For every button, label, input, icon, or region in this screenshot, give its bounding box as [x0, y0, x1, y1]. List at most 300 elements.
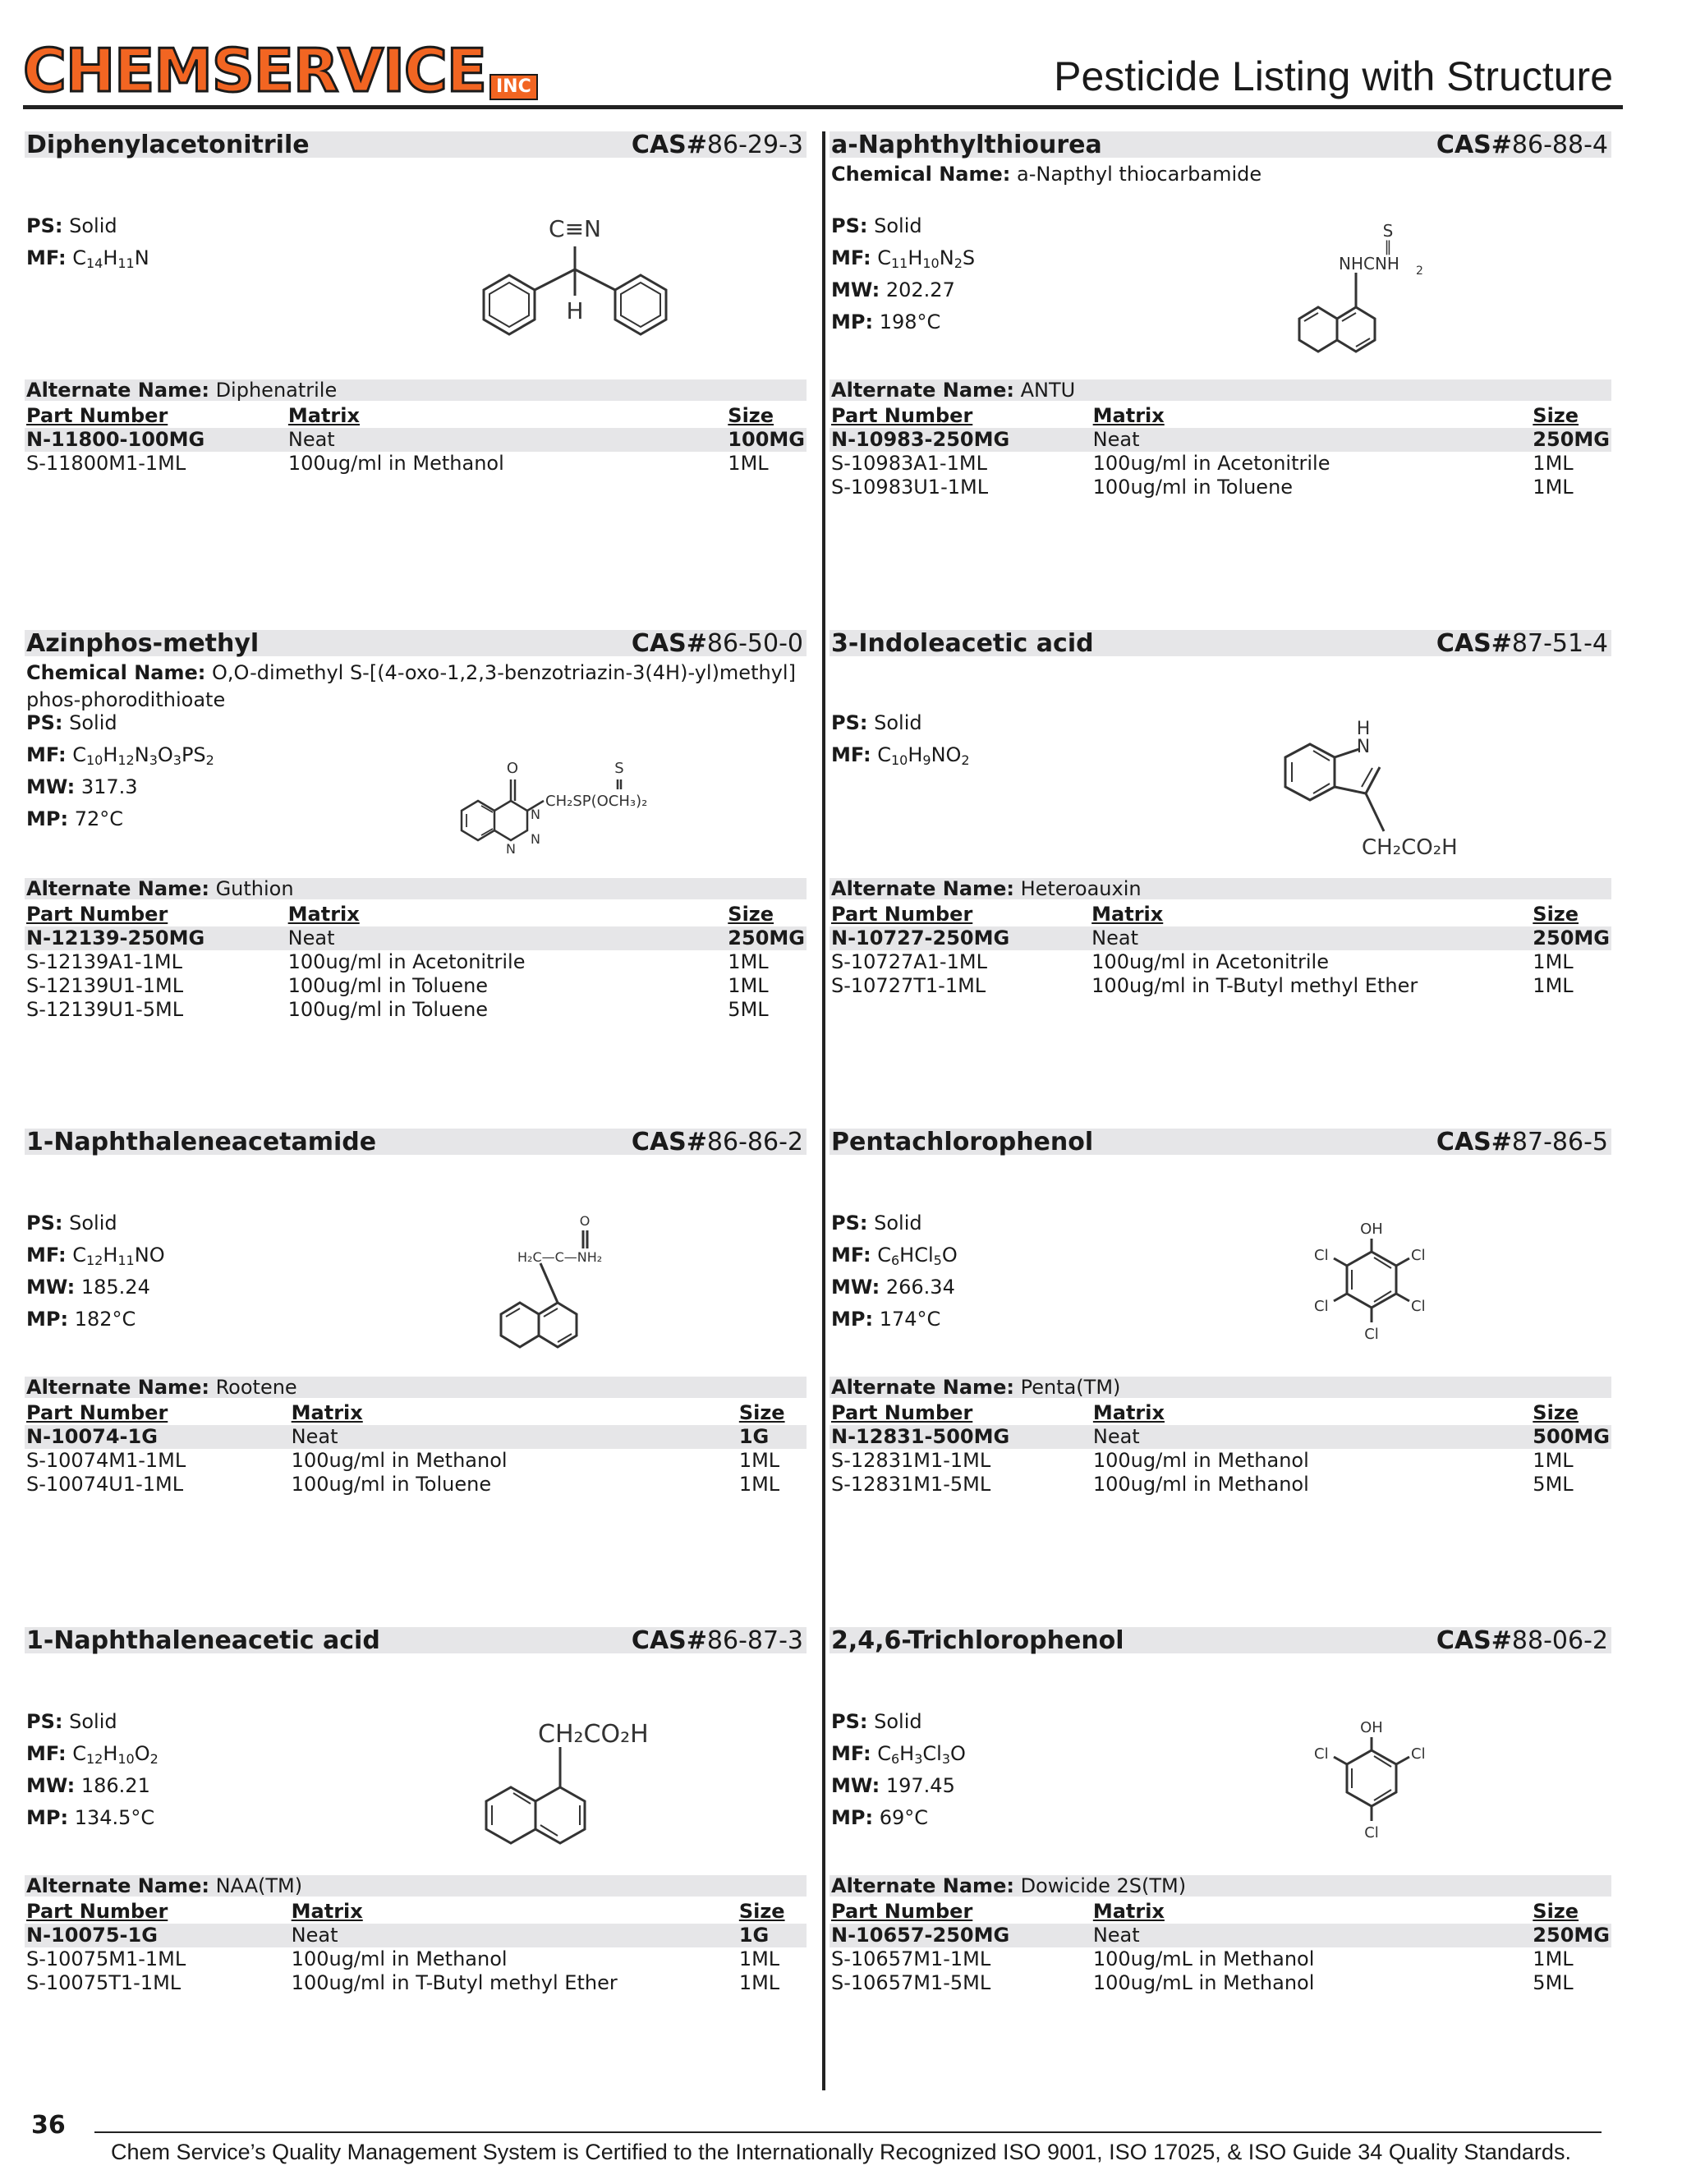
property-list: [26, 1709, 159, 1837]
cas-value: 86-88-4: [1511, 131, 1608, 159]
cas-number: [1436, 1129, 1608, 1156]
formula-subscript: 10: [85, 752, 103, 768]
prop-value: 266.34: [885, 1276, 955, 1299]
formula-subscript: 3: [941, 1751, 951, 1767]
prop-value: Solid: [874, 1710, 922, 1733]
size: 250MG: [1531, 926, 1611, 950]
alt-label: Alternate Name:: [26, 1874, 209, 1897]
parts-table: [830, 1401, 1611, 1497]
diphenylacetonitrile-structure: [460, 214, 706, 353]
part-number: S-10983A1-1ML: [831, 452, 987, 475]
prop-mf: [26, 743, 214, 775]
matrix: Neat: [290, 1425, 738, 1449]
prop-label: MW:: [831, 1276, 880, 1299]
part-number: N-10727-250MG: [830, 926, 1090, 950]
structure-label: N: [531, 807, 540, 822]
molecular-formula: [877, 743, 969, 766]
part-number: S-10727A1-1ML: [831, 950, 987, 973]
prop-value: Solid: [69, 1212, 117, 1235]
header-rule: [23, 105, 1623, 109]
prop-label: MW:: [26, 1774, 76, 1797]
naphthylthiourea-structure: [1273, 214, 1437, 361]
col-header-matrix: Matrix: [1091, 903, 1164, 926]
chemical-name: [831, 161, 1603, 188]
indoleacetic-acid-structure: [1248, 716, 1478, 872]
cas-label: CAS#: [1436, 629, 1512, 658]
trichlorophenol-structure: [1289, 1709, 1454, 1849]
size: 1ML: [738, 1947, 780, 1970]
prop-label: MF:: [26, 1244, 67, 1267]
col-header-part: Part Number: [26, 404, 168, 427]
size: 1ML: [728, 974, 769, 997]
col-header-part: Part Number: [26, 1900, 168, 1923]
formula-element: N: [134, 246, 149, 269]
prop-ps: [26, 710, 214, 743]
prop-label: MF:: [26, 246, 67, 269]
structure-label: ‖: [1384, 238, 1392, 255]
naphthaleneacetamide-structure: [468, 1211, 665, 1350]
formula-element: C: [877, 1244, 891, 1267]
parts-table: [25, 1401, 807, 1497]
prop-label: PS:: [831, 214, 868, 237]
prop-mw: [831, 1773, 966, 1805]
formula-element: H: [103, 1244, 118, 1267]
prop-label: MF:: [831, 1244, 871, 1267]
table-header: [25, 903, 807, 926]
structure-label: H: [566, 297, 584, 324]
table-row: [25, 1425, 807, 1449]
prop-label: MW:: [831, 1774, 880, 1797]
alt-value: NAA(TM): [215, 1874, 303, 1897]
formula-element: N: [939, 246, 954, 269]
part-number: S-10727T1-1ML: [831, 974, 986, 997]
size: 1ML: [1533, 950, 1574, 973]
page-title: Pesticide Listing with Structure: [1054, 53, 1613, 99]
structure-label: S: [1382, 221, 1394, 241]
molecular-formula: [877, 1742, 966, 1765]
col-header-part: Part Number: [831, 903, 973, 926]
structure-label: CH₂CO₂H: [1362, 835, 1458, 860]
cas-value: 86-87-3: [706, 1626, 803, 1655]
prop-mp: [26, 1307, 165, 1339]
matrix: 100ug/ml in Methanol: [1092, 1449, 1309, 1472]
alt-value: Penta(TM): [1020, 1376, 1121, 1399]
formula-element: H: [899, 1742, 915, 1765]
alternate-name: [831, 876, 1142, 901]
alt-label: Alternate Name:: [831, 1874, 1014, 1897]
prop-label: MP:: [26, 1308, 69, 1331]
formula-element: H: [908, 246, 923, 269]
structure-label: Cl: [1314, 1298, 1329, 1315]
size: 100MG: [726, 428, 807, 452]
part-number: S-11800M1-1ML: [26, 452, 186, 475]
molecular-formula: [72, 1742, 159, 1765]
prop-mw: [26, 775, 214, 807]
table-row: [25, 974, 807, 998]
formula-subscript: 6: [890, 1253, 900, 1268]
part-number: S-10074U1-1ML: [26, 1473, 184, 1496]
structure-label: NHCNH: [1339, 254, 1399, 274]
alternate-name: [26, 378, 337, 402]
molecular-formula: [877, 1244, 958, 1267]
prop-value: Solid: [69, 711, 117, 734]
structure-label: CH₂CO₂H: [538, 1720, 649, 1749]
structure-label: OH: [1360, 1719, 1383, 1736]
alternate-name: [831, 1874, 1186, 1898]
size: 250MG: [726, 926, 807, 950]
size: 1ML: [1533, 452, 1574, 475]
prop-mf: [26, 1243, 165, 1275]
prop-ps: [831, 1709, 966, 1741]
formula-element: C: [72, 246, 86, 269]
prop-mf: [26, 246, 149, 278]
structure-label: Cl: [1411, 1298, 1426, 1315]
col-header-size: Size: [1533, 404, 1579, 427]
col-header-matrix: Matrix: [1092, 404, 1165, 427]
prop-label: PS:: [26, 214, 63, 237]
formula-element: C: [877, 1742, 891, 1765]
alternate-name: [831, 378, 1075, 402]
matrix: 100ug/ml in Methanol: [291, 1449, 508, 1472]
structure-label: N: [506, 841, 516, 857]
table-row: [830, 452, 1611, 476]
formula-subscript: 3: [172, 752, 182, 768]
size: 1ML: [728, 452, 769, 475]
prop-ps: [831, 214, 975, 246]
structure-label: Cl: [1411, 1745, 1426, 1763]
column-divider: [822, 131, 825, 2090]
prop-label: PS:: [26, 711, 63, 734]
part-number: N-12139-250MG: [25, 926, 287, 950]
cas-number: [632, 1129, 803, 1156]
prop-label: MF:: [831, 246, 871, 269]
prop-mf: [26, 1741, 159, 1773]
col-header-size: Size: [738, 1401, 785, 1424]
matrix: Neat: [290, 1924, 738, 1947]
footer-rule: [94, 2131, 1602, 2133]
table-header: [25, 1401, 807, 1425]
prop-label: MF:: [831, 743, 871, 766]
alt-value: Diphenatrile: [215, 379, 338, 402]
part-number: S-10657M1-5ML: [831, 1971, 991, 1994]
prop-label: MW:: [26, 775, 76, 798]
cas-value: 86-29-3: [706, 131, 803, 159]
chemical-name: [26, 660, 798, 714]
table-row: [25, 428, 807, 452]
formula-subscript: 3: [149, 752, 158, 768]
cas-number: [632, 1627, 803, 1655]
size: 5ML: [728, 998, 769, 1021]
prop-value: 317.3: [80, 775, 138, 798]
compound-entry: [25, 630, 807, 1090]
prop-value: Solid: [69, 214, 117, 237]
prop-value: 202.27: [885, 278, 955, 301]
prop-label: MF:: [26, 743, 67, 766]
prop-value: Solid: [874, 1212, 922, 1235]
col-header-part: Part Number: [26, 1401, 168, 1424]
structure-label: 2: [1416, 264, 1423, 278]
prop-ps: [26, 214, 149, 246]
col-header-matrix: Matrix: [291, 1401, 363, 1424]
part-number: S-12139A1-1ML: [26, 950, 182, 973]
prop-mp: [26, 1805, 159, 1837]
prop-value: 69°C: [879, 1806, 929, 1829]
table-header: [25, 404, 807, 428]
matrix: 100ug/ml in Acetonitrile: [287, 950, 526, 973]
formula-element: S: [962, 246, 976, 269]
structure-label: Cl: [1314, 1247, 1329, 1264]
prop-mw: [831, 1275, 958, 1307]
col-header-part: Part Number: [831, 404, 973, 427]
col-header-size: Size: [1533, 1900, 1579, 1923]
part-number: N-10657-250MG: [830, 1924, 1091, 1947]
formula-element: H: [103, 246, 118, 269]
naphthaleneacetic-acid-structure: [452, 1711, 682, 1855]
chem-name-label: Chemical Name:: [831, 163, 1011, 186]
part-number: N-10983-250MG: [830, 428, 1091, 452]
col-header-size: Size: [1533, 903, 1579, 926]
part-number: S-12831M1-5ML: [831, 1473, 991, 1496]
table-row: [830, 1971, 1611, 1995]
formula-subscript: 9: [922, 752, 931, 768]
structure-label: H₂C—C—NH₂: [517, 1249, 603, 1265]
compound-name: Diphenylacetonitrile: [26, 131, 310, 159]
part-number: S-10074M1-1ML: [26, 1449, 186, 1472]
prop-mp: [831, 1307, 958, 1339]
table-header: [830, 903, 1611, 926]
formula-element: C: [877, 246, 891, 269]
cas-label: CAS#: [631, 131, 707, 159]
prop-mp: [831, 1805, 966, 1837]
prop-label: MP:: [831, 1308, 874, 1331]
matrix: 100ug/ml in Acetonitrile: [1092, 452, 1330, 475]
structure-label: C≡N: [549, 215, 601, 242]
table-row: [830, 428, 1611, 452]
prop-value: 134.5°C: [74, 1806, 155, 1829]
alt-label: Alternate Name:: [26, 379, 209, 402]
table-row: [830, 1473, 1611, 1497]
alt-value: Dowicide 2S(TM): [1020, 1874, 1187, 1897]
property-list: [831, 1211, 958, 1339]
page-number: 36: [31, 2111, 66, 2140]
col-header-size: Size: [728, 404, 774, 427]
structure-label: O: [506, 760, 519, 777]
table-row: [25, 1971, 807, 1995]
alt-value: Rootene: [215, 1376, 297, 1399]
structure-label: CH₂SP(OCH₃)₂: [545, 793, 648, 810]
table-row: [25, 998, 807, 1022]
alternate-name: [831, 1375, 1120, 1400]
compound-entry: [830, 131, 1611, 591]
prop-label: MW:: [26, 1276, 76, 1299]
prop-value: 72°C: [74, 807, 124, 830]
table-row: [25, 1449, 807, 1473]
formula-subscript: 14: [85, 255, 103, 271]
matrix: 100ug/ml in Acetonitrile: [1091, 950, 1329, 973]
table-header: [830, 404, 1611, 428]
alt-label: Alternate Name:: [26, 1376, 209, 1399]
prop-ps: [26, 1709, 159, 1741]
property-list: [831, 214, 975, 342]
molecular-formula: [877, 246, 975, 269]
matrix: Neat: [1091, 1425, 1531, 1449]
alt-label: Alternate Name:: [831, 379, 1014, 402]
formula-element: H: [103, 743, 118, 766]
part-number: S-12139U1-5ML: [26, 998, 184, 1021]
size: 5ML: [1533, 1473, 1574, 1496]
prop-ps: [26, 1211, 165, 1243]
formula-subscript: 5: [933, 1253, 942, 1268]
formula-subscript: 10: [117, 1751, 135, 1767]
col-header-matrix: Matrix: [287, 903, 360, 926]
alt-label: Alternate Name:: [831, 877, 1014, 900]
size: 1ML: [738, 1473, 780, 1496]
table-row: [830, 926, 1611, 950]
prop-mf: [831, 743, 970, 775]
parts-table: [830, 404, 1611, 499]
table-header: [830, 1401, 1611, 1425]
col-header-part: Part Number: [831, 1900, 973, 1923]
size: 1G: [738, 1425, 807, 1449]
part-number: S-10075M1-1ML: [26, 1947, 186, 1970]
formula-element: O: [950, 1742, 966, 1765]
prop-mp: [26, 807, 214, 839]
formula-element: N: [134, 743, 149, 766]
prop-mp: [831, 310, 975, 342]
structure-label: Cl: [1364, 1326, 1379, 1343]
table-row: [830, 476, 1611, 499]
molecular-formula: [72, 246, 149, 269]
matrix: Neat: [1091, 428, 1532, 452]
prop-label: PS:: [26, 1710, 63, 1733]
parts-table: [830, 1900, 1611, 1995]
property-list: [831, 710, 970, 775]
size: 1ML: [738, 1449, 780, 1472]
size: 500MG: [1531, 1425, 1611, 1449]
alt-label: Alternate Name:: [26, 877, 209, 900]
prop-label: MP:: [26, 1806, 69, 1829]
formula-element: NO: [931, 743, 962, 766]
alternate-name: [26, 1375, 297, 1400]
part-number: S-10075T1-1ML: [26, 1971, 182, 1994]
formula-subscript: 11: [117, 255, 135, 271]
prop-ps: [831, 1211, 958, 1243]
molecular-formula: [72, 743, 214, 766]
formula-subscript: 11: [890, 255, 908, 271]
formula-element: C: [72, 1742, 86, 1765]
table-row: [830, 1449, 1611, 1473]
compound-entry: [25, 1129, 807, 1589]
compound-entry: [830, 1627, 1611, 2087]
formula-element: O: [941, 1244, 958, 1267]
parts-table: [25, 404, 807, 476]
size: 250MG: [1531, 1924, 1611, 1947]
prop-value: Solid: [874, 711, 922, 734]
part-number: S-10657M1-1ML: [831, 1947, 991, 1970]
compound-entry: [830, 630, 1611, 1090]
cas-value: 87-51-4: [1511, 629, 1608, 658]
part-number: S-10983U1-1ML: [831, 476, 989, 499]
part-number: S-12139U1-1ML: [26, 974, 184, 997]
table-row: [830, 1924, 1611, 1947]
cas-number: [632, 131, 803, 159]
part-number: N-11800-100MG: [25, 428, 287, 452]
formula-subscript: 3: [914, 1751, 923, 1767]
property-list: [831, 1709, 966, 1837]
prop-value: 185.24: [80, 1276, 150, 1299]
prop-label: MP:: [831, 1806, 874, 1829]
col-header-matrix: Matrix: [291, 1900, 363, 1923]
matrix: 100ug/ml in Methanol: [1092, 1473, 1309, 1496]
cas-value: 87-86-5: [1511, 1128, 1608, 1156]
col-header-part: Part Number: [26, 903, 168, 926]
cas-label: CAS#: [1436, 1128, 1512, 1156]
cas-label: CAS#: [631, 629, 707, 658]
prop-label: MF:: [26, 1742, 67, 1765]
prop-mw: [26, 1773, 159, 1805]
table-header: [25, 1900, 807, 1924]
formula-element: C: [877, 743, 891, 766]
compound-name: 1-Naphthaleneacetamide: [26, 1128, 377, 1156]
table-row: [830, 950, 1611, 974]
footer-quality-statement: Chem Service’s Quality Management System is Certified to the Internationally Recognized ISO 9001, ISO 17025, & ISO Guide 34 Quality Standards.: [111, 2140, 1571, 2164]
structure-label: S: [614, 760, 624, 777]
structure-label: O: [579, 1213, 591, 1229]
prop-value: 198°C: [879, 310, 941, 333]
col-header-matrix: Matrix: [1092, 1401, 1165, 1424]
alt-value: Heteroauxin: [1020, 877, 1142, 900]
size: 5ML: [1533, 1971, 1574, 1994]
matrix: 100ug/ml in Toluene: [1092, 476, 1294, 499]
prop-value: 197.45: [885, 1774, 955, 1797]
azinphos-methyl-structure: [443, 752, 690, 858]
structure-label: Cl: [1411, 1247, 1426, 1264]
prop-ps: [831, 710, 970, 743]
cas-number: [1436, 131, 1608, 159]
compound-name: 1-Naphthaleneacetic acid: [26, 1626, 380, 1655]
prop-value: Solid: [69, 1710, 117, 1733]
cas-value: 88-06-2: [1511, 1626, 1608, 1655]
formula-element: H: [103, 1742, 118, 1765]
prop-label: PS:: [26, 1212, 63, 1235]
table-row: [830, 974, 1611, 998]
structure-label: N: [531, 831, 540, 847]
col-header-size: Size: [1533, 1401, 1579, 1424]
compound-entry: [25, 1627, 807, 2087]
structure-label: OH: [1360, 1221, 1383, 1238]
structure-label: Cl: [1364, 1824, 1379, 1841]
col-header-matrix: Matrix: [287, 404, 360, 427]
part-number: S-12831M1-1ML: [831, 1449, 991, 1472]
prop-value: 174°C: [879, 1308, 941, 1331]
table-row: [25, 1924, 807, 1947]
table-header: [830, 1900, 1611, 1924]
formula-element: C: [72, 1244, 86, 1267]
prop-mf: [831, 1243, 958, 1275]
compound-name: Pentachlorophenol: [831, 1128, 1094, 1156]
formula-subscript: 11: [117, 1253, 135, 1268]
formula-subscript: 2: [954, 255, 963, 271]
property-list: [26, 710, 214, 839]
cas-number: [1436, 630, 1608, 658]
property-list: [26, 214, 149, 278]
cas-number: [632, 630, 803, 658]
table-row: [25, 1473, 807, 1497]
structure-label: N: [1356, 737, 1371, 757]
size: 1ML: [1533, 974, 1574, 997]
cas-number: [1436, 1627, 1608, 1655]
prop-value: Solid: [874, 214, 922, 237]
